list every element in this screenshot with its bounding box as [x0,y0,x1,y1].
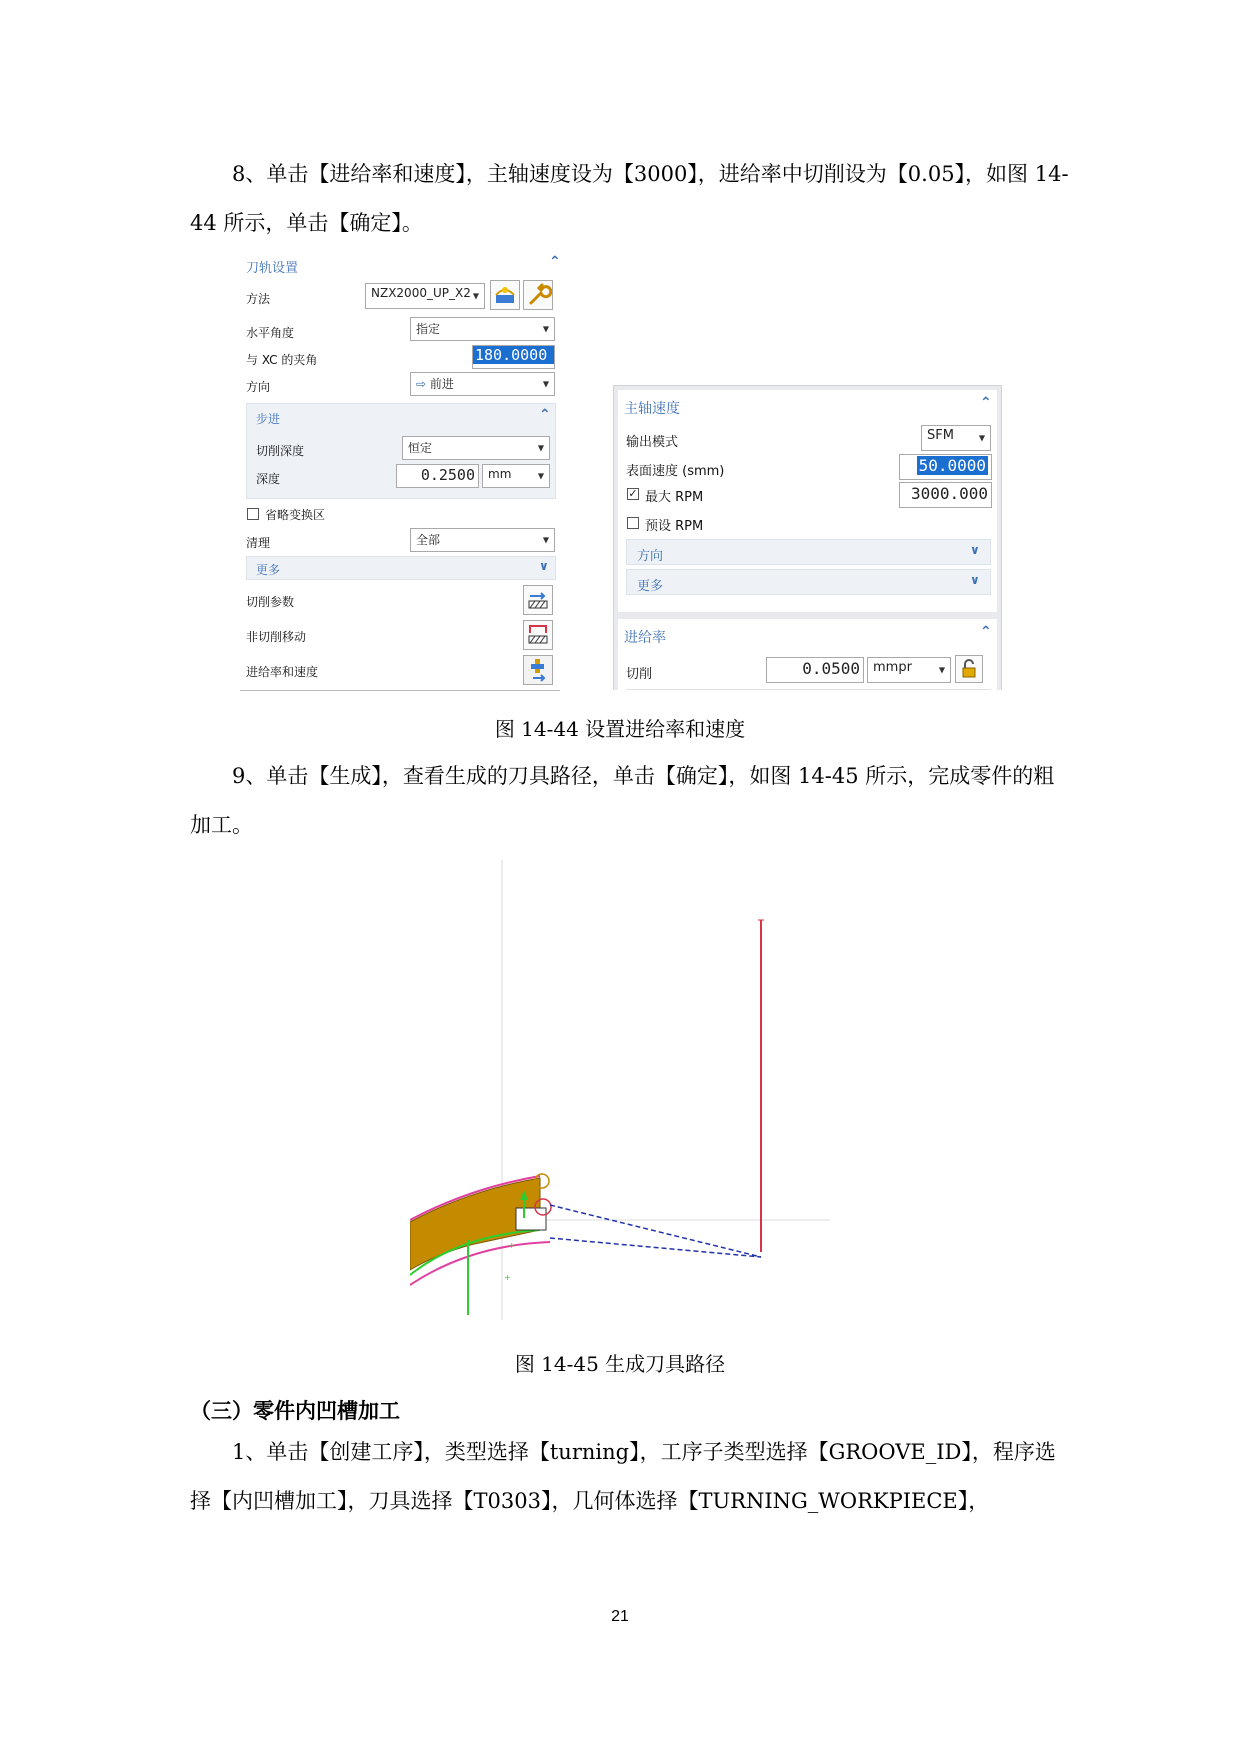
dropdown-arrow-icon: ▼ [542,379,549,389]
max-rpm-input[interactable] [899,482,992,508]
tool-path-settings-panel [240,250,560,691]
page-number: 21 [611,1608,629,1625]
plus-marker: + [504,1273,511,1282]
dropdown-arrow-icon: ▼ [542,535,549,545]
collapse-chevron-icon[interactable]: ⌃ [539,407,551,423]
more-section[interactable] [246,556,556,580]
xc-angle-input[interactable] [472,345,555,369]
dropdown-arrow-icon: ▼ [978,433,985,443]
collapse-chevron-icon[interactable]: ⌃ [980,624,992,640]
feed-speed-label: 进给率和速度 [246,665,319,679]
cleanup-label: 清理 [246,536,271,550]
more-section[interactable] [626,569,991,595]
tool-insert [516,1208,546,1230]
xc-angle-value: 180.0000 [473,346,555,364]
dropdown-arrow-icon: ▼ [537,471,544,481]
depth-label: 深度 [256,472,281,486]
more-section-title: 更多 [256,563,281,577]
display-method-icon[interactable] [490,280,520,310]
divider [626,689,991,690]
omit-transition-label: 省略变换区 [265,508,326,522]
cut-depth-label: 切削深度 [256,444,305,458]
non-cut-move-label: 非切削移动 [246,630,307,644]
edit-method-wrench-icon[interactable] [523,280,553,310]
direction-section-title: 方向 [637,549,664,564]
max-rpm-label: 最大 RPM [645,490,704,505]
expand-chevron-icon[interactable]: ∨ [970,573,980,587]
figure-caption-14-45: 图 14-45 生成刀具路径 [514,1352,726,1376]
cut-depth-select[interactable] [402,436,550,460]
plus-marker: + [508,1241,515,1250]
dropdown-arrow-icon: ▼ [542,324,549,334]
expand-chevron-icon[interactable]: ∨ [539,559,549,573]
section-title-tool-path: 刀轨设置 [246,261,299,276]
method-select[interactable] [365,283,485,309]
method-value: NZX2000_UP_X2 [371,286,471,300]
max-rpm-checkbox[interactable]: ✓ [628,487,638,500]
paragraph-section3-step-1: 1、单击【创建工序】，类型选择【turning】，工序子类型选择【GROOVE_ID】，程序选择【内凹槽加工】，刀具选择【T0303】，几何体选择【TURNING_WORKPIECE】， [190,1440,1056,1513]
method-label: 方法 [246,292,271,306]
cut-feed-unit-select[interactable] [867,657,951,683]
non-cut-move-icon[interactable] [523,620,553,650]
paragraph-step-9: 9、单击【生成】，查看生成的刀具路径，单击【确定】，如图 14-45 所示，完成零件的粗加工。 [190,764,1055,837]
approach-path-line [550,1205,761,1257]
section-title-feed-rate: 进给率 [624,630,666,646]
cleanup-select[interactable] [410,528,555,552]
surface-speed-input[interactable] [899,454,992,480]
output-mode-select[interactable] [921,425,991,451]
omit-transition-checkbox[interactable] [247,508,259,520]
more-section-title: 更多 [637,579,664,594]
output-mode-label: 输出模式 [626,435,679,450]
depth-input[interactable] [396,464,479,488]
depth-unit-value: mm [488,467,512,481]
cut-feed-input[interactable] [766,657,864,683]
max-rpm-value: 3000.000 [910,484,988,503]
direction-select[interactable] [410,372,555,396]
dropdown-arrow-icon: ▼ [537,443,544,453]
direction-section[interactable] [626,539,991,565]
direction-value: 前进 [429,377,454,391]
collapse-chevron-icon[interactable]: ⌃ [980,395,992,411]
section-title-spindle-speed: 主轴速度 [624,401,680,417]
cut-feed-value: 0.0500 [802,659,860,678]
dropdown-arrow-icon: ▼ [472,291,479,301]
feed-speed-icon[interactable] [523,655,553,685]
collapse-chevron-icon[interactable]: ⌃ [549,254,561,270]
cut-params-icon[interactable] [523,585,553,615]
tool-path-drawing [410,860,850,1320]
lock-icon[interactable] [955,655,983,683]
feed-rate-panel [613,615,1002,690]
forward-arrow-icon: ⇨ [416,377,427,391]
preset-rpm-label: 预设 RPM [645,519,704,534]
tool-path-figure [410,860,850,1320]
horizontal-angle-label: 水平角度 [246,326,295,340]
paragraph-step-8: 8、单击【进给率和速度】，主轴速度设为【3000】，进给率中切削设为【0.05】，如图 14-44 所示，单击【确定】。 [190,162,1069,235]
depth-value: 0.2500 [420,466,475,484]
step-section-title: 步进 [256,412,281,426]
spindle-speed-panel [613,385,1002,617]
cut-depth-value: 恒定 [408,441,433,455]
step-section [246,403,556,499]
preset-rpm-checkbox[interactable] [627,517,639,529]
cleanup-value: 全部 [416,533,441,547]
direction-label: 方向 [246,380,271,394]
output-mode-value: SFM [927,428,954,443]
surface-speed-value: 50.0000 [918,456,986,475]
expand-chevron-icon[interactable]: ∨ [970,543,980,557]
cut-params-label: 切削参数 [246,595,295,609]
surface-speed-label: 表面速度 (smm) [626,464,725,479]
cut-feed-unit-value: mmpr [873,660,912,675]
depth-unit-select[interactable] [482,464,550,488]
cut-feed-label: 切削 [626,667,653,682]
figure-caption-14-44: 图 14-44 设置进给率和速度 [494,717,746,741]
section-heading: （三）零件内凹槽加工 [190,1398,400,1423]
horizontal-angle-select[interactable] [410,317,555,341]
dropdown-arrow-icon: ▼ [938,665,945,675]
xc-angle-label: 与 XC 的夹角 [246,353,318,367]
cut-path-line [550,1238,761,1257]
horizontal-angle-value: 指定 [416,322,441,336]
